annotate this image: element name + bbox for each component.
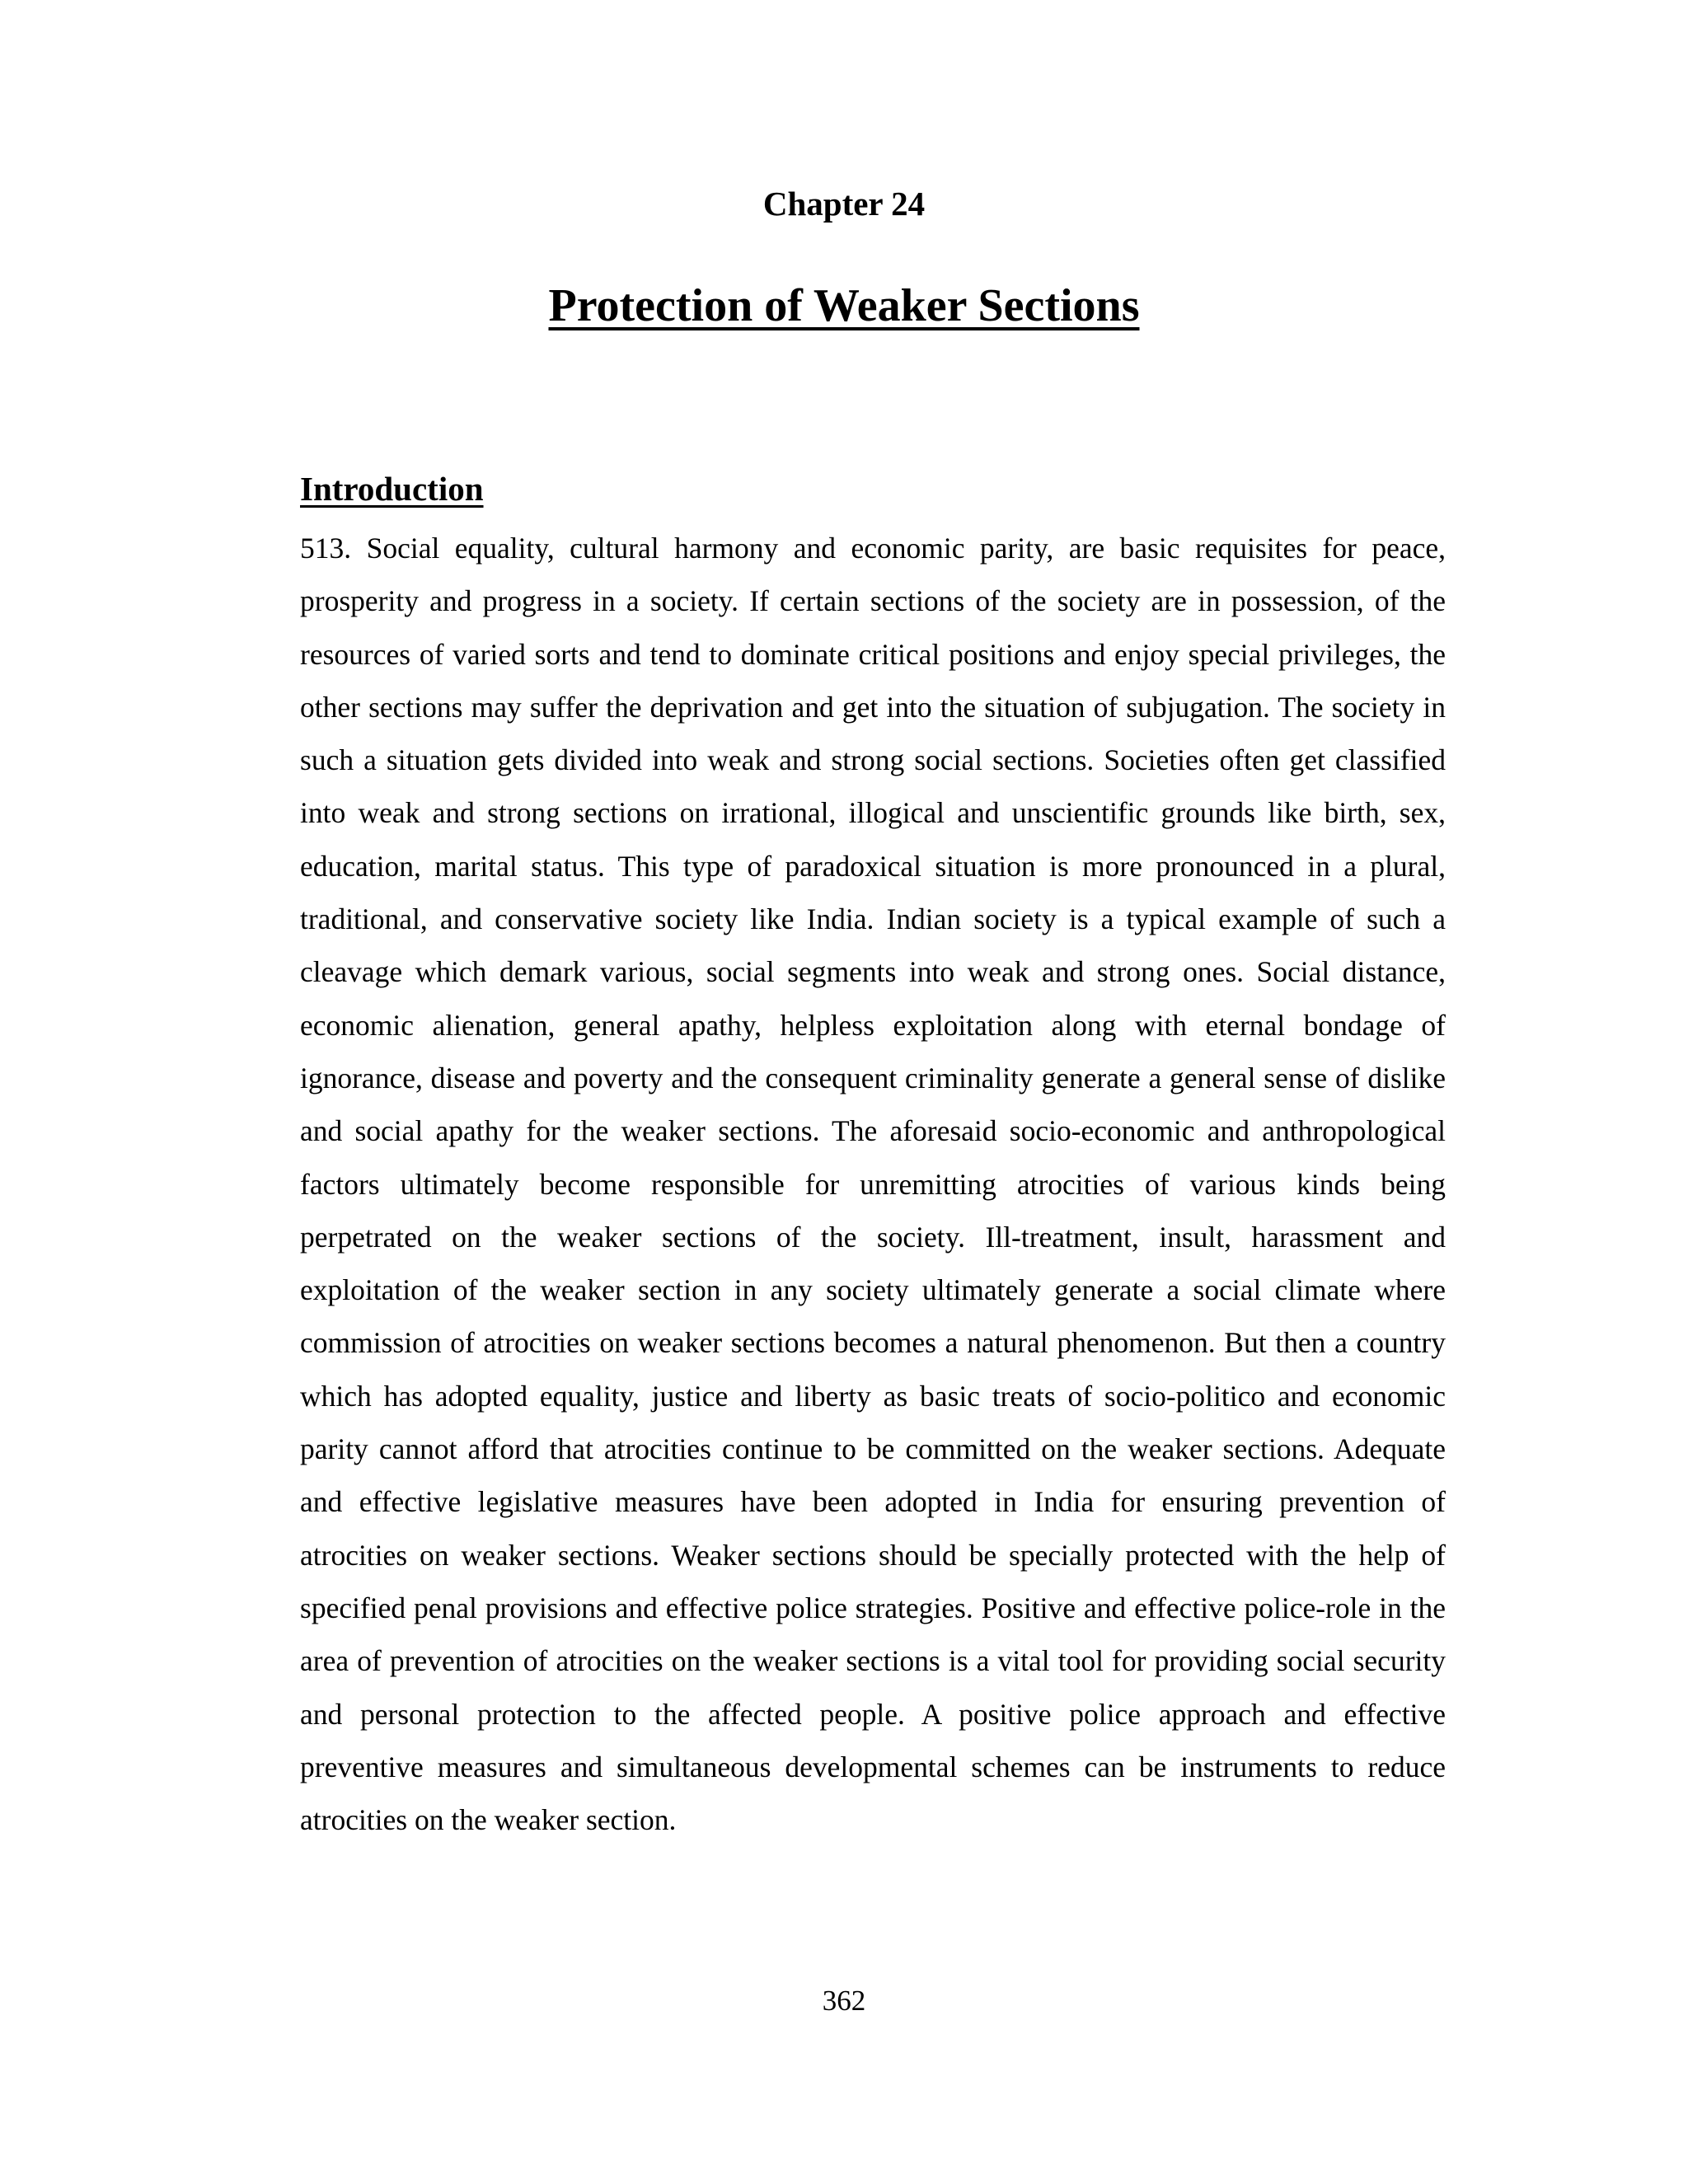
chapter-title: Protection of Weaker Sections — [548, 280, 1140, 331]
chapter-label: Chapter 24 — [762, 185, 926, 223]
section-heading-introduction: Introduction — [300, 470, 484, 508]
body-paragraph: 513. Social equality, cultural harmony and economic parity, are basic requisites for peace, prosperity and progress in a society. If certain sections of the society are in possession, of the resources of varied sorts and tend to dominate critical positions and enjoy special privileges, the other sections may suffer the deprivation and get into the situation of subjugation. The society in such a situation gets divided into weak and strong social sections. Societies often get classified into weak and strong sections on irrational, illogical and unscientific grounds like birth, sex, education, marital status. This type of paradoxical situation is more pronounced in a plural, traditional, and conservative society like India. Indian society is a typical example of such a cleavage which demark various, social segments into weak and strong ones. Social distance, economic alienation, general apathy, helpless exploitation along with eternal bondage of ignorance, disease and poverty and the consequent criminality generate a general sense of dislike and social apathy for the weaker sections. The aforesaid socio-economic and anthropological factors ultimately become responsible for unremitting atrocities of various kinds being perpetrated on the weaker sections of the society. Ill-treatment, insult, harassment and exploitation of the weaker section in any society ultimately generate a social climate where commission of atrocities on weaker sections becomes a natural phenomenon. But then a country which has adopted equality, justice and liberty as basic treats of socio-politico and economic parity cannot afford that atrocities continue to be committed on the weaker sections. Adequate and effective legislative measures have been adopted in India for ensuring prevention of atrocities on weaker sections. Weaker sections should be specially protected with the help of specified penal provisions and effective police strategies. Positive and effective police-role in the area of prevention of atrocities on the weaker sections is a vital tool for providing social security and personal protection to the affected people. A positive police approach and effective preventive measures and simultaneous developmental schemes can be instruments to reduce atrocities on the weaker section. — [300, 532, 1446, 1837]
page-number: 362 — [822, 1985, 866, 2017]
